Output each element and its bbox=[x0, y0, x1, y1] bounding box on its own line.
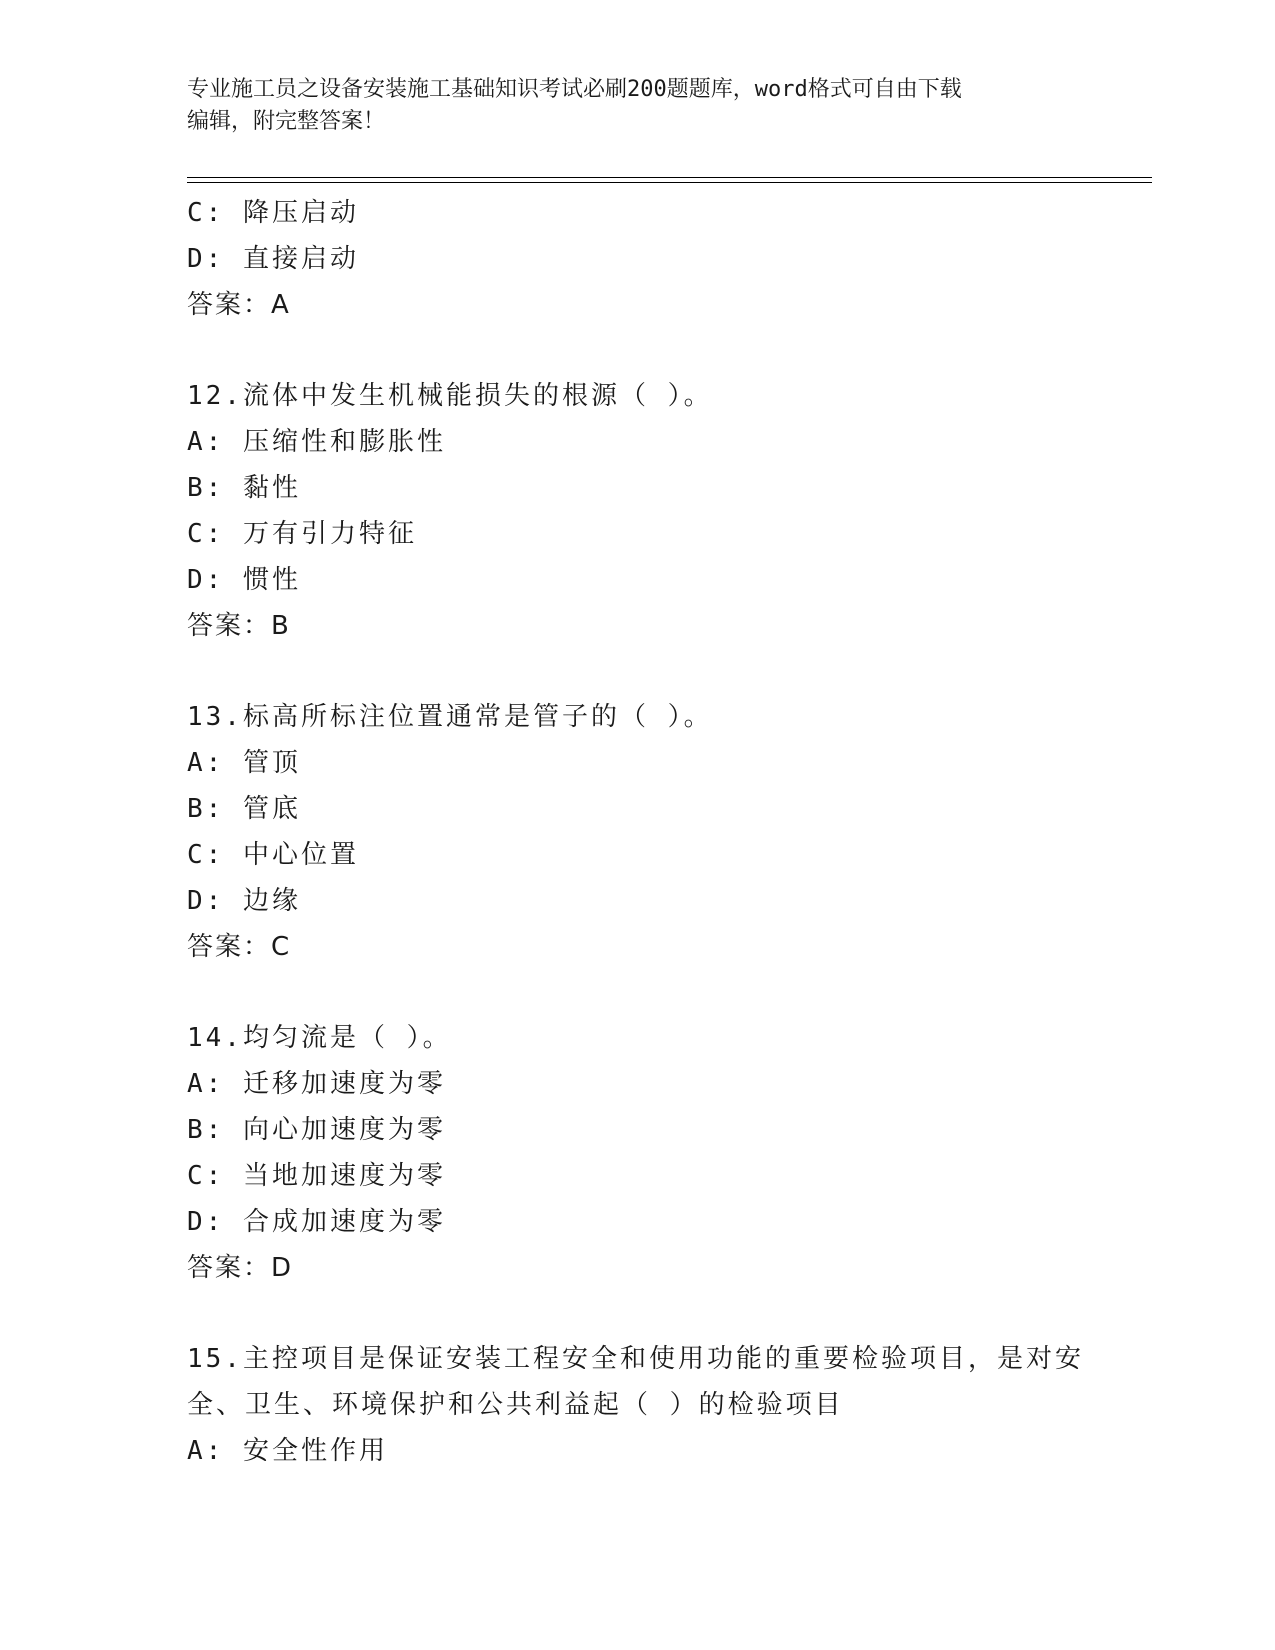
option-d: D: 直接启动 bbox=[187, 244, 359, 274]
answer-value: A bbox=[271, 290, 290, 320]
option-a: A: 迁移加速度为零 bbox=[187, 1069, 446, 1099]
answer-line: 答案：C bbox=[187, 932, 291, 962]
option-c: C: 万有引力特征 bbox=[187, 519, 417, 549]
option-a: A: 安全性作用 bbox=[187, 1436, 388, 1466]
question-stem: 13.标高所标注位置通常是管子的（ ）。 bbox=[187, 702, 713, 732]
option-d: D: 惯性 bbox=[187, 565, 301, 595]
header-title-line-2: 编辑，附完整答案！ bbox=[187, 109, 386, 134]
option-b: B: 黏性 bbox=[187, 473, 301, 503]
option-c: C: 降压启动 bbox=[187, 198, 359, 228]
answer-line: 答案：D bbox=[187, 1253, 293, 1283]
question-15 bbox=[187, 1336, 1087, 1474]
option-d: D: 合成加速度为零 bbox=[187, 1207, 446, 1237]
option-c: C: 当地加速度为零 bbox=[187, 1161, 446, 1191]
question-stem-continued: 全、卫生、环境保护和公共利益起（ ）的检验项目 bbox=[187, 1390, 844, 1420]
question-11-continued bbox=[187, 190, 1087, 328]
question-stem: 15.主控项目是保证安装工程安全和使用功能的重要检验项目，是对安 bbox=[187, 1344, 1084, 1374]
answer-line: 答案：B bbox=[187, 611, 290, 641]
option-b: B: 管底 bbox=[187, 794, 301, 824]
question-stem: 14.均匀流是（ ）。 bbox=[187, 1023, 452, 1053]
option-d: D: 边缘 bbox=[187, 886, 301, 916]
question-stem: 12.流体中发生机械能损失的根源（ ）。 bbox=[187, 381, 713, 411]
header-divider-top bbox=[187, 177, 1152, 178]
answer-value: C bbox=[271, 932, 291, 962]
option-b: B: 向心加速度为零 bbox=[187, 1115, 446, 1145]
header-title-line-1: 专业施工员之设备安装施工基础知识考试必刷200题题库，word格式可自由下载 bbox=[187, 77, 962, 102]
answer-value: B bbox=[271, 611, 290, 641]
option-a: A: 压缩性和膨胀性 bbox=[187, 427, 446, 457]
option-c: C: 中心位置 bbox=[187, 840, 359, 870]
document-header bbox=[187, 74, 1087, 138]
answer-line: 答案：A bbox=[187, 290, 290, 320]
answer-value: D bbox=[271, 1253, 293, 1283]
header-divider-bottom bbox=[187, 182, 1152, 183]
question-12 bbox=[187, 373, 1087, 649]
option-a: A: 管顶 bbox=[187, 748, 301, 778]
question-list bbox=[187, 190, 1087, 1474]
question-14 bbox=[187, 1015, 1087, 1291]
question-13 bbox=[187, 694, 1087, 970]
